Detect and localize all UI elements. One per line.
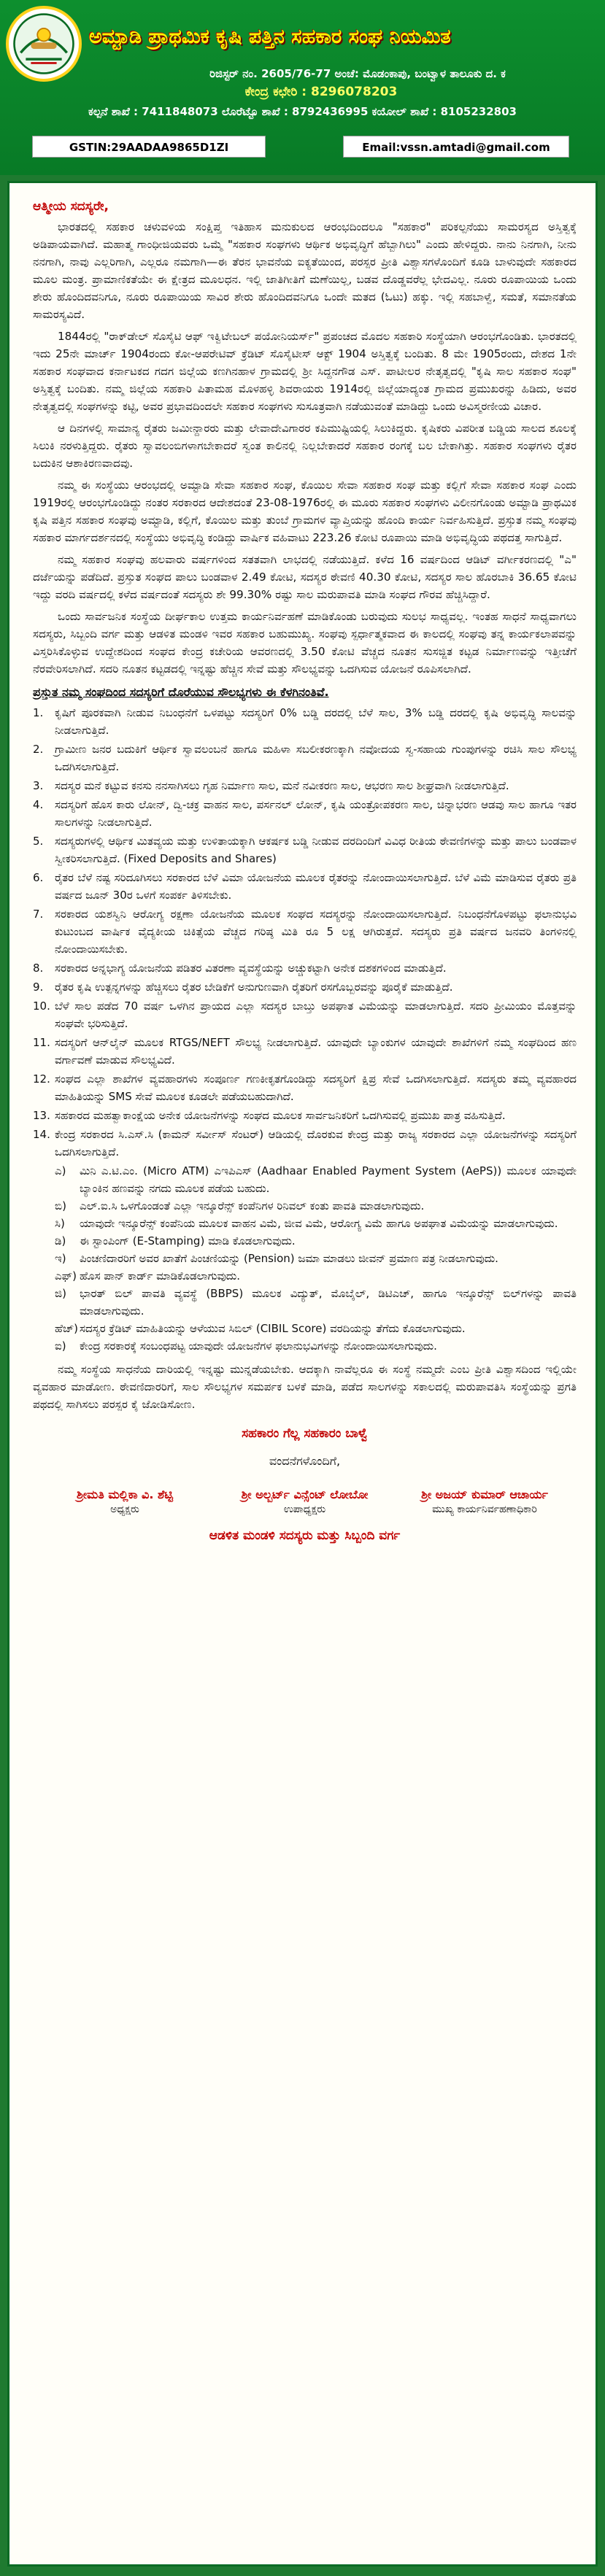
list-item: 14. ಕೇಂದ್ರ ಸರಕಾರದ ಸಿ.ಎಸ್.ಸಿ (ಕಾಮನ್ ಸರ್ವೀಸ್ ಸೆಂಟರ್) ಆಡಿಯಲ್ಲಿ ದೊರಕುವ ಕೇಂದ್ರ ಮತ್ತು ರಾಜ್ಯ ಸರಕಾರದ ಎಲ್ಲಾ ಯೋಜನೆಗಳನ್ನು ಸದಸ್ಯರಿಗೆ ಒದಗಿಸಲಾಗುತ್ತಿದೆ. bbox=[33, 1128, 577, 1159]
list-item: ಎಫ್) ಹೊಸ ಪಾನ್ ಕಾರ್ಡ್ ಮಾಡಿಕೊಡಲಾಗುವುದು. bbox=[55, 1269, 241, 1283]
list-item: ಇ) ಪಿಂಚಣಿದಾರರಿಗೆ ಅವರ ಖಾತೆಗೆ ಪಿಂಚಣಿಯನ್ನು (Pension) ಜಮಾ ಮಾಡಲು ಜೀವನ್ ಪ್ರಮಾಣ ಪತ್ರ ನೀಡಲಾಗುವುದು. bbox=[55, 1252, 498, 1265]
list-item: 9. ರೈತರ ಕೃಷಿ ಉತ್ಪನ್ನಗಳನ್ನು ಹೆಚ್ಚಿಸಲು ರೈತರ ಬೇಡಿಕೆಗೆ ಅನುಗುಣವಾಗಿ ರೈತರಿಗೆ ರಸಗೊಬ್ಬರವನ್ನು ಪೂರೈಕೆ ಮಾಡುತ್ತಿದೆ. bbox=[33, 980, 453, 994]
list-item: 8. ಸರಕಾರದ ಅನ್ನಭಾಗ್ಯ ಯೋಜನೆಯ ಪಡಿತರ ವಿತರಣಾ ವ್ಯವಸ್ಥೆಯನ್ನು ಅಚ್ಚುಕಟ್ಟಾಗಿ ಅನೇಕ ದಶಕಗಳಿಂದ ಮಾಡುತ್ತಿದೆ. bbox=[33, 962, 447, 975]
list-item: ಐ) ಕೇಂದ್ರ ಸರಕಾರಕ್ಕೆ ಸಂಬಂಧಪಟ್ಟ ಯಾವುದೇ ಯೋಜನೆಗಳ ಫಲಾನುಭವಿಗಳನ್ನು ನೋಂದಾಯಿಸಲಾಗುವುದು. bbox=[55, 1339, 437, 1353]
benefits-heading: ಪ್ರಸ್ತುತ ನಮ್ಮ ಸಂಘದಿಂದ ಸದಸ್ಯರಿಗೆ ದೊರೆಯುವ ಸೌಲಭ್ಯಗಳು ಈ ಕೆಳಗಿನಂತಿವೆ. bbox=[33, 685, 329, 699]
head-office-phone: ಕೇಂದ್ರ ಕಛೇರಿ : 8296078203 bbox=[244, 85, 398, 99]
list-item: 10. ಬೆಳೆ ಸಾಲ ಪಡೆದ 70 ವರ್ಷ ಒಳಗಿನ ಪ್ರಾಯದ ಎಲ್ಲಾ ಸದಸ್ಯರ ಬಾಬ್ತು ಅಪಘಾತ ವಿಮೆಯನ್ನು ಮಾಡಲಾಗುತ್ತಿದೆ. ಸದರಿ ಪ್ರೀಮಿಯಂ ಮೊತ್ತವನ್ನು ಸಂಘವೇ ಭರಿಸುತ್ತಿದೆ. bbox=[33, 999, 577, 1030]
registration-address: ರಿಜಿಸ್ಟರ್ ನಂ. 2605/76-77 ಅಂಚೆ: ಮೊಡಂಕಾಪು, ಬಂಟ್ವಾಳ ತಾಲೂಕು ದ. ಕ bbox=[209, 67, 506, 80]
signatory-role: ಅಧ್ಯಕ್ಷರು bbox=[110, 1504, 139, 1515]
paragraph-origins: 1844ರಲ್ಲಿ "ರಾಕ್‌ಡೇಲ್ ಸೊಸೈಟಿ ಆಫ್ ಇಕ್ವಿಟೇಬಲ್ ಪಯೋನಿಯರ್ಸ್" ಪ್ರಪಂಚದ ಮೊದಲ ಸಹಕಾರಿ ಸಂಸ್ಥೆಯಾಗಿ ಆರಂಭಗೊಂಡಿತು. ಭಾರತದಲ್ಲಿ ಇದು 25ನೇ ಮಾರ್ಚ್ 1904ರಂದು ಕೋ-ಆಪರೇಟಿವ್ ಕ್ರೆಡಿಟ್ ಸೊಸೈಟೀಸ್ ಆಕ್ಟ್ 1904 ಅಸ್ತಿತ್ವಕ್ಕೆ ಬಂದಿತು. 8 ಮೇ 1905ರಂದು, ದೇಶದ 1ನೇ ಸಹಕಾರ ಸಂಘವಾದ ಕರ್ನಾಟಕದ ಗದಗ ಜಿಲ್ಲೆಯ ಕಣಗಿನಹಾಳ ಗ್ರಾಮದಲ್ಲಿ ಶ್ರೀ ಸಿದ್ದನಗೌಡ ಎಸ್. ಪಾಟೀಲರ ನೇತೃತ್ವದಲ್ಲಿ "ಕೃಷಿ ಸಾಲ ಸಹಕಾರ ಸಂಘ" ಅಸ್ತಿತ್ವಕ್ಕೆ ಬಂದಿತು. ನಮ್ಮ ಜಿಲ್ಲೆಯ ಸಹಕಾರಿ ಪಿತಾಮಹ ಮೊಳಹಳ್ಳಿ ಶಿವರಾಯರು 1914ರಲ್ಲಿ ಜಿಲ್ಲೆಯಾದ್ಯಂತ ಗ್ರಾಮದ ಪ್ರಮುಖರನ್ನು ಹಿಡಿದು, ಅವರ ನೇತೃತ್ವದಲ್ಲಿ ಸಂಘಗಳನ್ನು ಕಟ್ಟಿ, ಅವರ ಪ್ರಭಾವದಿಂದಲೇ ಸಹಕಾರ ಸಂಘಗಳು ಸುಸೂತ್ರವಾಗಿ ನಡೆಯುವಂತೆ ಮಾಡಿದ್ದು ಒಂದು ಅವಿಸ್ಮರಣೀಯ ವಿಚಾರ. bbox=[33, 330, 577, 413]
gstin-box: GSTIN:29AADAA9865D1ZI bbox=[32, 136, 266, 158]
society-logo bbox=[6, 6, 82, 82]
signatory-vice-president bbox=[217, 1488, 393, 1515]
signatories bbox=[33, 1488, 577, 1515]
list-item: 2. ಗ್ರಾಮೀಣ ಜನರ ಬದುಕಿಗೆ ಆರ್ಥಿಕ ಸ್ವಾವಲಂಬನೆ ಹಾಗೂ ಮಹಿಳಾ ಸಬಲೀಕರಣಕ್ಕಾಗಿ ನವೋದಯ ಸ್ವ-ಸಹಾಯ ಗುಂಪುಗಳನ್ನು ರಚಿಸಿ ಸಾಲ ಸೌಲಭ್ಯ ಒದಗಿಸಲಾಗುತ್ತಿದೆ. bbox=[33, 743, 577, 773]
list-item: 11. ಸದಸ್ಯರಿಗೆ ಆನ್‌ಲೈನ್ ಮೂಲಕ RTGS/NEFT ಸೌಲಭ್ಯ ನೀಡಲಾಗುತ್ತಿದೆ. ಯಾವುದೇ ಬ್ಯಾಂಕುಗಳ ಯಾವುದೇ ಶಾಖೆಗಳಿಗೆ ನಮ್ಮ ಸಂಘದಿಂದ ಹಣ ವರ್ಗಾವಣೆ ಮಾಡುವ ಸೌಲಭ್ಯವಿದೆ. bbox=[33, 1036, 577, 1067]
paragraph-farmers: ಆ ದಿನಗಳಲ್ಲಿ ಸಾಮಾನ್ಯ ರೈತರು ಜಮೀನ್ದಾರರು ಮತ್ತು ಲೇವಾದೇವಿಗಾರರ ಕಪಿಮುಷ್ಟಿಯಲ್ಲಿ ಸಿಲುಕಿದ್ದರು. ಕೃಷಿಕರು ವಿಪರೀತ ಬಡ್ಡಿಯ ಸಾಲದ ಶೂಲಕ್ಕೆ ಸಿಲುಕಿ ನರಳುತ್ತಿದ್ದರು. ರೈತರು ಸ್ವಾವಲಂಬಿಗಳಾಗಬೇಕಾದರೆ ಸ್ವಂತ ಕಾಲಿನಲ್ಲಿ ನಿಲ್ಲಬೇಕಾದರೆ ಸಹಕಾರ ರಂಗಕ್ಕೆ ಬಲ ಬೇಕಾಗಿತ್ತು. ಸಹಕಾರ ಸಂಘಗಳು ರೈತರ ಬದುಕಿನ ಆಶಾಕಿರಣವಾದವು. bbox=[33, 422, 577, 470]
paragraph-new-building: ಒಂದು ಸಾರ್ವಜನಿಕ ಸಂಸ್ಥೆಯ ದೀರ್ಘಕಾಲ ಉತ್ತಮ ಕಾರ್ಯನಿರ್ವಹಣೆ ಮಾಡಿಕೊಂಡು ಬರುವುದು ಸುಲಭ ಸಾಧ್ಯವಲ್ಲ. ಇಂತಹ ಸಾಧನೆ ಸಾಧ್ಯವಾಗಲು ಸದಸ್ಯರು, ಸಿಬ್ಬಂದಿ ವರ್ಗ ಮತ್ತು ಆಡಳಿತ ಮಂಡಳಿ ಇವರ ಸಹಕಾರ ಬಹುಮುಖ್ಯ. ಸಂಘವು ಸ್ಪರ್ಧಾತ್ಮಕವಾದ ಈ ಕಾಲದಲ್ಲಿ ಸಂಘವು ತನ್ನ ಕಾರ್ಯಕಲಾಪವನ್ನು ವಿಸ್ತರಿಸಿಕೊಳ್ಳುವ ಉದ್ದೇಶದಿಂದ ಸಂಘದ ಕೇಂದ್ರ ಕಚೇರಿಯ ಆವರಣದಲ್ಲಿ 3.50 ಕೋಟಿ ವೆಚ್ಚದ ನೂತನ ಸುಸಜ್ಜಿತ ಕಟ್ಟಡ ನಿರ್ಮಾಣವನ್ನು ಇತ್ತೀಚೆಗೆ ನೆರವೇರಿಸಲಾಗಿದೆ. ಸದರಿ ನೂತನ ಕಟ್ಟಡದಲ್ಲಿ ಇನ್ನಷ್ಟು ಹೆಚ್ಚಿನ ಸೇವೆ ಮತ್ತು ಸೌಲಭ್ಯವನ್ನು ಒದಗಿಸುವ ಯೋಜನೆ ರೂಪಿಸಲಾಗಿದೆ. bbox=[33, 610, 577, 676]
csc-services-list bbox=[55, 1162, 577, 1355]
list-item: 13. ಸಹಕಾರದ ಮಹತ್ವಾಕಾಂಕ್ಷೆಯ ಅನೇಕ ಯೋಜನೆಗಳನ್ನು ಸಂಘದ ಮೂಲಕ ಸಾರ್ವಜನಿಕರಿಗೆ ಒದಗಿಸುವಲ್ಲಿ ಪ್ರಮುಖ ಪಾತ್ರ ವಹಿಸುತ್ತಿದೆ. bbox=[33, 1109, 506, 1122]
list-item: 6. ರೈತರ ಬೆಳೆ ನಷ್ಟ ಸರಿದೂಗಿಸಲು ಸರಕಾರದ ಬೆಳೆ ವಿಮಾ ಯೋಜನೆಯ ಮೂಲಕ ರೈತರನ್ನು ನೋಂದಾಯಿಸಲಾಗುತ್ತಿದೆ. ಬೆಳೆ ವಿಮೆ ಮಾಡಿಸುವ ರೈತರು ಪ್ರತಿ ವರ್ಷದ ಜೂನ್ 30ರ ಒಳಗೆ ಸಂಪರ್ಕ ತಿಳಿಸಬೇಕು. bbox=[33, 871, 577, 902]
signatory-name: ಶ್ರೀ ಅಜಯ್ ಕುಮಾರ್ ಆಚಾರ್ಯ bbox=[421, 1488, 548, 1501]
paragraph-society-formation: ನಮ್ಮ ಈ ಸಂಸ್ಥೆಯು ಆರಂಭದಲ್ಲಿ ಅಮ್ಟಾಡಿ ಸೇವಾ ಸಹಕಾರ ಸಂಘ, ಕೊಯಿಲ ಸೇವಾ ಸಹಕಾರ ಸಂಘ ಮತ್ತು ಕಲ್ಲಿಗೆ ಸೇವಾ ಸಹಕಾರ ಸಂಘ ಎಂದು 1919ರಲ್ಲಿ ಆರಂಭಗೊಂಡಿದ್ದು ನಂತರ ಸರಕಾರದ ಆದೇಶದಂತೆ 23-08-1976ರಲ್ಲಿ ಈ ಮೂರು ಸಹಕಾರ ಸಂಘಗಳು ವಿಲೀನಗೊಂಡು ಅಮ್ಟಾಡಿ ಪ್ರಾಥಮಿಕ ಕೃಷಿ ಪತ್ತಿನ ಸಹಕಾರ ಸಂಘವು ಅಮ್ಟಾಡಿ, ಕಲ್ಲಿಗೆ, ಕೊಯಿಲ ಮತ್ತು ತುಂಬೆ ಗ್ರಾಮಗಳ ವ್ಯಾಪ್ತಿಯನ್ನು ಹೊಂದಿ ಕಾರ್ಯ ನಿರ್ವಹಿಸುತ್ತಿದೆ. ಪ್ರಸ್ತುತ ನಮ್ಮ ಸಂಘವು ಸಹಕಾರ ಮಾರ್ಗದರ್ಶನದಲ್ಲಿ ಸಂಸ್ಥೆಯು ಅಭಿವೃದ್ಧಿ ಕಂಡಿದ್ದು ವಾರ್ಷಿಕ ವಹಿವಾಟು 223.26 ಕೋಟಿ ರೂಪಾಯಿ ಮಾಡಿ ಅಭಿವೃದ್ಧಿಯ ಪಥದತ್ತ ಸಾಗುತ್ತಿದೆ. bbox=[33, 479, 577, 544]
list-item: ಎ) ಮಿನಿ ಎ.ಟಿ.ಎಂ. (Micro ATM) ಎಇಪಿಎಸ್ (Aadhaar Enabled Payment System (AePS)) ಮೂಲಕ ಯಾವುದೇ ಬ್ಯಾಂಕಿನ ಹಣವನ್ನು ನಗದು ಮೂಲಕ ಪಡೆಯ ಬಹುದು. bbox=[55, 1164, 577, 1195]
branch-phones: ಕಲ್ಪನೆ ಶಾಖೆ : 7411848073 ಲೊರೆಟ್ಟೊ ಶಾಖೆ : 8792436995 ಕಯೋಲ್ ಶಾಖೆ : 8105232803 bbox=[88, 105, 517, 118]
list-item: 1. ಕೃಷಿಗೆ ಪೂರಕವಾಗಿ ನೀಡುವ ನಿಬಂಧನೆಗೆ ಒಳಪಟ್ಟು ಸದಸ್ಯರಿಗೆ 0% ಬಡ್ಡಿ ದರದಲ್ಲಿ ಬೆಳೆ ಸಾಲ, 3% ಬಡ್ಡಿ ದರದಲ್ಲಿ ಕೃಷಿ ಅಭಿವೃದ್ಧಿ ಸಾಲವನ್ನು ನೀಡಲಾಗುತ್ತಿದೆ. bbox=[33, 706, 577, 737]
list-item: ಬಿ) ಎಲ್.ಐ.ಸಿ ಒಳಗೊಂಡಂತೆ ಎಲ್ಲಾ ಇನ್ಶೂರೆನ್ಸ್ ಕಂಪೆನಿಗಳ ರಿನಿವಲ್ ಕಂತು ಪಾವತಿ ಮಾಡಲಾಗುವುದು. bbox=[55, 1199, 425, 1212]
list-item: 12. ಸಂಘದ ಎಲ್ಲಾ ಶಾಖೆಗಳ ವ್ಯವಹಾರಗಳು ಸಂಪೂರ್ಣ ಗಣಕೀಕೃತಗೊಂಡಿದ್ದು ಸದಸ್ಯರಿಗೆ ಕ್ಷಿಪ್ರ ಸೇವೆ ಒದಗಿಸಲಾಗುತ್ತಿದೆ. ಸದಸ್ಯರು ತಮ್ಮ ವ್ಯವಹಾರದ ಮಾಹಿತಿಯನ್ನು SMS ಸೇವೆ ಮೂಲಕ ಕೂಡಲೇ ಪಡೆಯಬಹುದಾಗಿದೆ. bbox=[33, 1072, 577, 1103]
signatory-ceo bbox=[397, 1488, 572, 1515]
list-item: ಸಿ) ಯಾವುದೇ ಇನ್ಶೂರೆನ್ಸ್ ಕಂಪೆನಿಯ ಮೂಲಕ ವಾಹನ ವಿಮೆ, ಜೀವ ವಿಮೆ, ಆರೋಗ್ಯ ವಿಮೆ ಹಾಗೂ ಅಪಘಾತ ವಿಮೆಯನ್ನು ಮಾಡಲಾಗುವುದು. bbox=[55, 1217, 558, 1230]
paragraph-history: ಭಾರತದಲ್ಲಿ ಸಹಕಾರ ಚಳುವಳಿಯ ಸಂಕ್ಷಿಪ್ತ ಇತಿಹಾಸ ಮನುಕುಲದ ಆರಂಭದಿಂದಲೂ "ಸಹಕಾರ" ಪರಿಕಲ್ಪನೆಯು ಸಾಮರಸ್ಯದ ಅಸ್ತಿತ್ವಕ್ಕೆ ಅಡಿಪಾಯವಾಗಿದೆ. ಮಹಾತ್ಮ ಗಾಂಧೀಜಿಯವರು ಒಮ್ಮೆ "ಸಹಕಾರ ಸಂಘಗಳು ಆರ್ಥಿಕ ಅಭಿವೃದ್ಧಿಗೆ ಹೆಬ್ಬಾಗಿಲು" ಎಂದು ಹೇಳಿದ್ದರು. ನಾನು ನಿನಗಾಗಿ, ನೀನು ನನಗಾಗಿ, ನಾವು ಎಲ್ಲರಿಗಾಗಿ, ಎಲ್ಲರೂ ನಮಗಾಗಿ—ಈ ತೆರನ ಭಾವನೆಯ ಐಕ್ಯತೆಯಿಂದ, ಪರಸ್ಪರ ಪ್ರೀತಿ ವಿಶ್ವಾಸಗಳೊಂದಿಗೆ ಕೂಡಿ ಬಾಳುವುದೇ ಸಹಕಾರದ ಮೂಲ ಮಂತ್ರ. ಪ್ರಾಮಾಣಿಕತೆಯೇ ಈ ಕ್ಷೇತ್ರದ ಮೂಲಧನ. ಇಲ್ಲಿ ಜಾತಿಗೀತಿಗೆ ಮಣೆಯಿಲ್ಲ, ಬಡವ ದೊಡ್ಡವರೆಲ್ಲ ಭೇದವಿಲ್ಲ. ನೂರು ರೂಪಾಯಿಯ ಒಂದು ಶೇರು ಹೊಂದಿದವನಿಗೂ, ನೂರು ರೂಪಾಯಿಯ ಸಾವಿರ ಶೇರು ಹೊಂದಿದವನಿಗೂ ಒಂದೇ ಮತದ (ಓಟು) ಹಕ್ಕು. ಇಲ್ಲಿ ಸಹಬಾಳ್ವೆ, ಸಮತೆ, ಸಮಾನತೆಯ ಸಾಮರಸ್ಯವಿದೆ. bbox=[33, 220, 577, 321]
list-item: ಜಿ) ಭಾರತ್ ಬಿಲ್ ಪಾವತಿ ವ್ಯವಸ್ಥೆ (BBPS) ಮೂಲಕ ವಿದ್ಯುತ್, ಮೊಬೈಲ್, ಡಿಟಿಎಚ್, ಹಾಗೂ ಇನ್ಶೂರೆನ್ಸ್ ಬಿಲ್‌ಗಳನ್ನು ಪಾವತಿ ಮಾಡಲಾಗುವುದು. bbox=[55, 1287, 577, 1318]
slogan: ಸಹಕಾರಂ ಗೆಲ್ಲ ಸಹಕಾರಂ ಬಾಳ್ವೆ bbox=[242, 1426, 368, 1441]
organization-name: ಅಮ್ಟಾಡಿ ಪ್ರಾಥಮಿಕ ಕೃಷಿ ಪತ್ತಿನ ಸಹಕಾರ ಸಂಘ ನಿಯಮಿತ bbox=[89, 26, 451, 48]
signatory-name: ಶ್ರೀ ಅಲ್ಬರ್ಟ್ ವಿನ್ಸೆಂಟ್ ಲೋಬೋ bbox=[241, 1488, 369, 1501]
signatory-role: ಮುಖ್ಯ ಕಾರ್ಯನಿರ್ವಹಣಾಧಿಕಾರಿ bbox=[432, 1504, 537, 1515]
list-item: 3. ಸದಸ್ಯರ ಮನೆ ಕಟ್ಟುವ ಕನಸು ನನಸಾಗಿಸಲು ಗೃಹ ನಿರ್ಮಾಣ ಸಾಲ, ಮನೆ ನವೀಕರಣ ಸಾಲ, ಆಭರಣ ಸಾಲ ಶೀಘ್ರವಾಗಿ ನೀಡಲಾಗುತ್ತಿದೆ. bbox=[33, 779, 509, 792]
list-item: 5. ಸದಸ್ಯರುಗಳಲ್ಲಿ ಆರ್ಥಿಕ ಮಿತವ್ಯಯ ಮತ್ತು ಉಳಿತಾಯಕ್ಕಾಗಿ ಆಕರ್ಷಕ ಬಡ್ಡಿ ನೀಡುವ ದರದಿಂದಿಗೆ ವಿವಿಧ ರೀತಿಯ ಠೇವಣಿಗಳನ್ನು ಮತ್ತು ಪಾಲು ಬಂಡವಾಳ ಸ್ವೀಕರಿಸಲಾಗುತ್ತಿದೆ. (Fixed Deposits and Shares) bbox=[33, 835, 577, 865]
list-item: ಡಿ) ಈ ಸ್ಟಾಂಪಿಂಗ್ (E-Stamping) ಮಾಡಿ ಕೊಡಲಾಗುವುದು. bbox=[55, 1234, 296, 1248]
valediction: ವಂದನೆಗಳೊಂದಿಗೆ, bbox=[269, 1454, 341, 1468]
greeting: ಆತ್ಮೀಯ ಸದಸ್ಯರೇ, bbox=[33, 199, 109, 214]
letter-body bbox=[7, 181, 598, 2567]
paragraph-closing: ನಮ್ಮ ಸಂಸ್ಥೆಯ ಸಾಧನೆಯ ದಾರಿಯಲ್ಲಿ ಇನ್ನಷ್ಟು ಮುನ್ನಡೆಯಬೇಕು. ಆದಕ್ಕಾಗಿ ನಾವೆಲ್ಲರೂ ಈ ಸಂಸ್ಥೆ ನಮ್ಮದೇ ಎಂಬ ಪ್ರೀತಿ ವಿಶ್ವಾಸದಿಂದ ಇಲ್ಲಿಯೇ ವ್ಯವಹಾರ ಮಾಡೋಣ. ಠೇವಣಿದಾರರಿಗೆ, ಸಾಲ ಸೌಲಭ್ಯಗಳ ಸಮರ್ಪಕ ಬಳಕೆ ಮಾಡಿ, ಪಡೆದ ಸಾಲಗಳನ್ನು ಸಕಾಲದಲ್ಲಿ ಮರುಪಾವತಿಸಿ ಸಂಸ್ಥೆಯನ್ನು ಪ್ರಗತಿ ಪಥದಲ್ಲಿ ಸಾಗಿಸಲು ಪರಸ್ಪರ ಕೈ ಜೋಡಿಸೋಣ. bbox=[33, 1363, 577, 1411]
board-and-staff: ಆಡಳಿತ ಮಂಡಳಿ ಸದಸ್ಯರು ಮತ್ತು ಸಿಬ್ಬಂದಿ ವರ್ಗ bbox=[209, 1528, 401, 1543]
letterhead bbox=[0, 0, 605, 175]
signatory-president bbox=[37, 1488, 212, 1515]
list-item: ಹೆಚ್) ಸದಸ್ಯರ ಕ್ರೆಡಿಟ್ ಮಾಹಿತಿಯನ್ನು ಆಳೆಯುವ ಸಿಬಿಲ್ (CIBIL Score) ವರದಿಯನ್ನು ತೆಗೆದು ಕೊಡಲಾಗುವುದು. bbox=[55, 1322, 466, 1335]
benefits-list bbox=[33, 704, 577, 1161]
paragraph-performance: ನಮ್ಮ ಸಹಕಾರ ಸಂಘವು ಹಲವಾರು ವರ್ಷಗಳಿಂದ ಸತತವಾಗಿ ಲಾಭದಲ್ಲಿ ನಡೆಯುತ್ತಿದೆ. ಕಳೆದ 16 ವರ್ಷದಿಂದ ಆಡಿಟ್ ವರ್ಗೀಕರಣದಲ್ಲಿ "ಎ" ದರ್ಜೆಯನ್ನು ಪಡೆದಿದೆ. ಪ್ರಸ್ತುತ ಸಂಘದ ಪಾಲು ಬಂಡವಾಳ 2.49 ಕೋಟಿ, ಸದಸ್ಯರ ಠೇವಣಿ 40.30 ಕೋಟಿ, ಸದಸ್ಯರ ಸಾಲ ಹೊರಬಾಕಿ 36.65 ಕೋಟಿ ಇದ್ದು ವರದಿ ವರ್ಷದಲ್ಲಿ ಕಳೆದ ವರ್ಷದಂತೆ ಸದಸ್ಯರು ಶೇ 99.30% ರಷ್ಟು ಸಾಲ ಮರುಪಾವತಿ ಮಾಡಿ ಸಂಘದ ಗೌರವ ಹೆಚ್ಚಿಸಿದ್ದಾರೆ. bbox=[33, 553, 577, 601]
list-item: 4. ಸದಸ್ಯರಿಗೆ ಹೊಸ ಕಾರು ಲೋನ್, ದ್ವಿ-ಚಕ್ರ ವಾಹನ ಸಾಲ, ಪರ್ಸನಲ್ ಲೋನ್, ಕೃಷಿ ಯಂತ್ರೋಪಕರಣ ಸಾಲ, ಚಿನ್ನಾಭರಣ ಆಡವು ಸಾಲ ಹಾಗೂ ಇತರ ಸಾಲಗಳನ್ನು ನೀಡಲಾಗುತ್ತಿದೆ. bbox=[33, 798, 577, 829]
email-box[interactable]: Email:vssn.amtadi@gmail.com bbox=[343, 136, 569, 158]
signatory-role: ಉಪಾಧ್ಯಕ್ಷರು bbox=[283, 1504, 326, 1515]
list-item: 7. ಸರಕಾರದ ಯಶಸ್ವಿನಿ ಆರೋಗ್ಯ ರಕ್ಷಣಾ ಯೋಜನೆಯ ಮೂಲಕ ಸಂಘದ ಸದಸ್ಯರನ್ನು ನೋಂದಾಯಿಸಲಾಗುತ್ತಿದೆ. ನಿಬಂಧನೆಗೊಳಪಟ್ಟು ಫಲಾನುಭವಿ ಕುಟುಂಬದ ವಾರ್ಷಿಕ ವೈದ್ಯಕೀಯ ಚಿಕಿತ್ಸೆಯ ವೆಚ್ಚದ ಗರಿಷ್ಠ ಮಿತಿ ರೂ 5 ಲಕ್ಷ ಆಗಿರುತ್ತದೆ. ಸದಸ್ಯರು ಪ್ರತಿ ವರ್ಷದ ಜನವರಿ ತಿಂಗಳಿನಲ್ಲಿ ನೋಂದಾಯಿಸಬೇಕು. bbox=[33, 908, 577, 956]
signatory-name: ಶ್ರೀಮತಿ ಮಲ್ಲಿಕಾ ವಿ. ಶೆಟ್ಟಿ bbox=[76, 1488, 174, 1501]
handshake-emblem-icon bbox=[12, 12, 76, 76]
